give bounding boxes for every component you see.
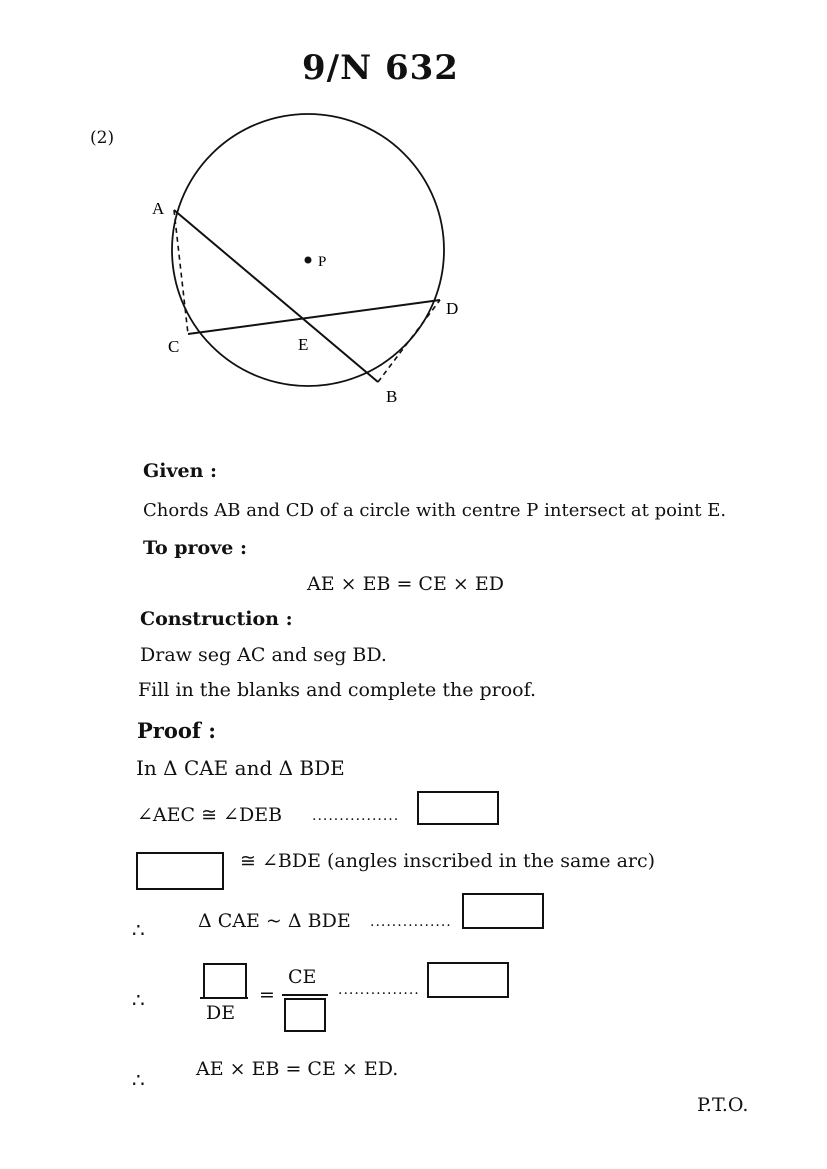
- proof-intro: In Δ CAE and Δ BDE: [136, 756, 345, 780]
- to-prove-heading: To prove :: [143, 537, 247, 559]
- step1-text: ∠AEC ≅ ∠DEB: [137, 804, 283, 826]
- step3-blank-box[interactable]: [462, 893, 544, 929]
- step2-blank-box[interactable]: [136, 852, 224, 890]
- step4-denominator-blank-box[interactable]: [284, 998, 326, 1032]
- step4-numerator: CE: [288, 966, 317, 988]
- seg-ac: [174, 210, 188, 334]
- label-c: C: [168, 337, 180, 356]
- step4-denominator: DE: [206, 1002, 236, 1024]
- step1-dots: ................: [312, 808, 400, 824]
- step4-blank-box[interactable]: [427, 962, 509, 998]
- given-heading: Given :: [143, 460, 218, 482]
- step4-fraction-bar-right: [282, 994, 328, 996]
- step3-dots: ...............: [370, 914, 452, 930]
- construction-heading: Construction :: [140, 608, 293, 630]
- conclusion-text: AE × EB = CE × ED.: [196, 1058, 399, 1080]
- step1-blank-box[interactable]: [417, 791, 499, 825]
- step4-numerator-blank-box[interactable]: [203, 963, 247, 999]
- label-d: D: [446, 299, 459, 318]
- step4-equals: =: [259, 984, 275, 1006]
- conclusion-therefore: ∴: [132, 1068, 145, 1092]
- proof-heading: Proof :: [137, 718, 216, 743]
- step3-text: Δ CAE ~ Δ BDE: [198, 910, 351, 932]
- chord-ab: [174, 210, 378, 382]
- step4-fraction-bar-left: [200, 997, 248, 999]
- paper-code: 9/N 632: [302, 48, 459, 88]
- step3-therefore: ∴: [132, 918, 145, 942]
- question-number: (2): [90, 128, 115, 148]
- label-a: A: [152, 199, 165, 218]
- step4-dots: ...............: [338, 982, 420, 998]
- step2-text: ≅ ∠BDE (angles inscribed in the same arc): [240, 850, 656, 872]
- centre-point: [305, 257, 312, 264]
- pto-label: P.T.O.: [697, 1094, 749, 1116]
- label-e: E: [298, 335, 309, 354]
- circle-figure: [130, 110, 490, 410]
- label-p: P: [318, 254, 327, 270]
- to-prove-statement: AE × EB = CE × ED: [307, 573, 504, 595]
- construction-line2: Fill in the blanks and complete the proof.: [138, 679, 537, 701]
- given-text: Chords AB and CD of a circle with centre P intersect at point E.: [143, 500, 727, 521]
- label-b: B: [386, 387, 398, 406]
- step4-therefore: ∴: [132, 988, 145, 1012]
- construction-line1: Draw seg AC and seg BD.: [140, 644, 387, 666]
